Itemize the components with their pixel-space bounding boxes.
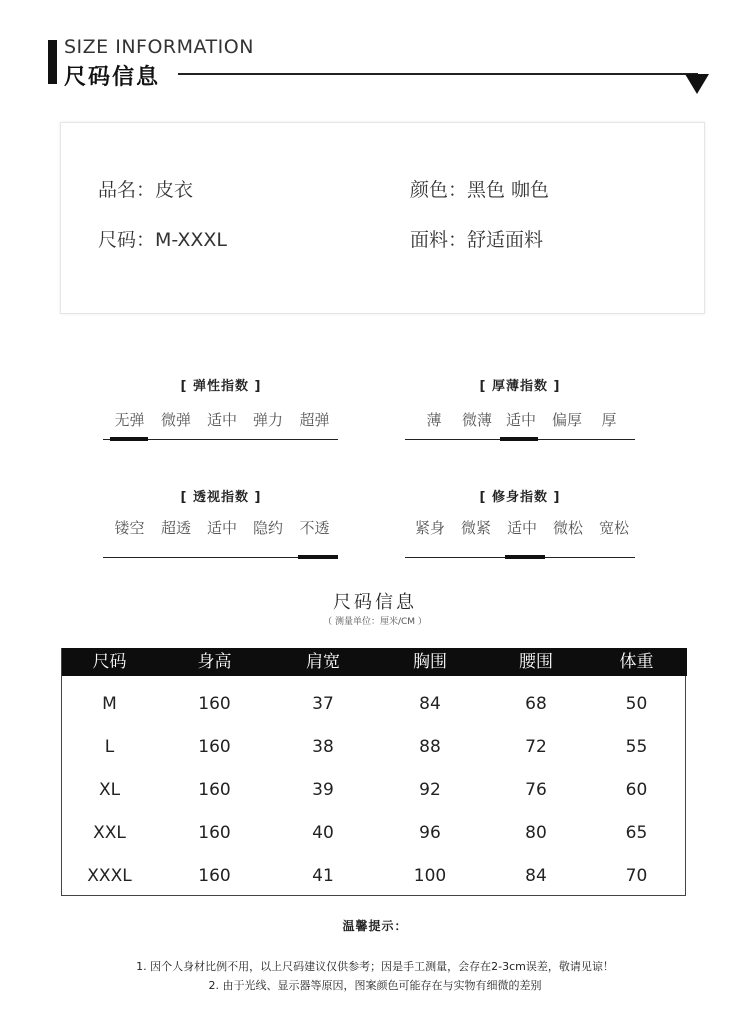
table-cell: 160 — [198, 866, 231, 886]
elasticity-option: 超弹 — [299, 411, 330, 429]
table-cell: 80 — [525, 823, 547, 843]
thickness-index-title: [ 厚薄指数 ] — [479, 379, 561, 394]
elasticity-option: 微弹 — [160, 411, 191, 429]
transparency-index-options — [106, 517, 338, 538]
table-cell: 160 — [198, 823, 231, 843]
triangle-down-icon — [685, 74, 709, 94]
table-cell: 50 — [625, 694, 648, 714]
transparency-option: 隐约 — [252, 519, 283, 537]
table-cell: 55 — [625, 737, 648, 757]
thickness-option: 偏厚 — [551, 411, 582, 429]
table-cell: 96 — [419, 823, 441, 843]
fit-selected-marker — [505, 555, 545, 559]
transparency-index-title: [ 透视指数 ] — [180, 490, 262, 505]
table-cell: 38 — [312, 737, 334, 757]
thickness-index-options — [413, 409, 627, 430]
table-cell: XXXL — [87, 866, 132, 886]
product-info-box — [60, 122, 705, 314]
header-divider — [178, 73, 698, 75]
product-size-value: M-XXXL — [155, 229, 227, 251]
table-cell: 84 — [525, 866, 547, 886]
thickness-option: 适中 — [505, 411, 536, 429]
table-cell: 100 — [413, 866, 447, 886]
product-name-label: 品名： — [98, 179, 156, 201]
size-table-header — [62, 648, 687, 676]
transparency-option: 镂空 — [114, 519, 145, 537]
elasticity-option: 无弹 — [114, 411, 145, 429]
table-row — [62, 866, 687, 886]
fit-option: 宽松 — [598, 519, 629, 537]
fit-option: 微松 — [552, 519, 583, 537]
elasticity-index-options — [106, 409, 338, 430]
product-color — [410, 175, 549, 202]
transparency-selected-marker — [298, 555, 338, 559]
elasticity-index-title: [ 弹性指数 ] — [180, 379, 262, 394]
product-fabric — [410, 225, 543, 252]
product-fabric-value: 舒适面料 — [467, 229, 544, 251]
table-row — [62, 737, 687, 757]
header-accent-bar — [48, 40, 57, 84]
header-cell: 体重 — [619, 652, 654, 672]
product-size — [98, 225, 227, 252]
table-cell: 88 — [419, 737, 441, 757]
size-table — [61, 648, 686, 896]
tips-title: 温馨提示： — [342, 919, 408, 933]
table-cell: 160 — [198, 737, 231, 757]
elasticity-option: 弹力 — [252, 411, 283, 429]
table-row — [62, 823, 687, 843]
thickness-option: 厚 — [601, 411, 617, 429]
fit-option: 紧身 — [414, 519, 445, 537]
fit-option: 微紧 — [460, 519, 491, 537]
product-name — [98, 175, 193, 202]
table-cell: 37 — [312, 694, 334, 714]
table-cell: 40 — [312, 823, 334, 843]
product-fabric-label: 面料： — [410, 229, 468, 251]
table-cell: 72 — [525, 737, 547, 757]
fit-index-options — [407, 517, 637, 538]
table-cell: 76 — [525, 780, 547, 800]
fit-option: 适中 — [506, 519, 537, 537]
product-color-label: 颜色： — [410, 179, 468, 201]
table-cell: 60 — [625, 780, 648, 800]
transparency-option: 不透 — [299, 519, 330, 537]
table-cell: 160 — [198, 780, 231, 800]
table-cell: 70 — [625, 866, 648, 886]
header-cell: 尺码 — [92, 652, 127, 672]
header-cell: 胸围 — [413, 652, 447, 672]
transparency-option: 适中 — [206, 519, 237, 537]
tip-line-1: 1. 因个人身材比例不用，以上尺码建议仅供参考；因是手工测量，会存在2-3cm误差，敬请见谅！ — [136, 960, 614, 973]
tip-line-2: 2. 由于光线、显示器等原因，图案颜色可能存在与实物有细微的差别 — [208, 979, 542, 992]
header-title-cn: 尺码信息 — [64, 65, 161, 90]
header-cell: 肩宽 — [306, 652, 340, 672]
table-cell: XL — [98, 780, 121, 800]
table-cell: 68 — [525, 694, 547, 714]
transparency-option: 超透 — [160, 519, 191, 537]
header-cell: 腰围 — [519, 652, 553, 672]
thickness-option: 薄 — [426, 411, 442, 429]
fit-index-title: [ 修身指数 ] — [479, 490, 561, 505]
header-cell: 身高 — [197, 652, 232, 672]
elasticity-selected-marker — [110, 437, 148, 441]
table-cell: 92 — [419, 780, 441, 800]
table-cell: 84 — [419, 694, 441, 714]
size-table-title: 尺码信息 — [333, 592, 417, 613]
thickness-selected-marker — [500, 437, 538, 441]
table-cell: M — [102, 694, 117, 714]
table-cell: 65 — [625, 823, 648, 843]
table-cell: 41 — [312, 866, 334, 886]
table-cell: L — [104, 737, 115, 757]
table-cell: 160 — [198, 694, 231, 714]
thickness-option: 微薄 — [461, 411, 492, 429]
product-name-value: 皮衣 — [155, 179, 194, 201]
product-size-label: 尺码： — [98, 229, 156, 251]
table-row — [62, 694, 687, 714]
table-cell: XXL — [93, 823, 126, 843]
header-title-en: SIZE INFORMATION — [64, 36, 254, 58]
table-row — [62, 780, 687, 800]
elasticity-option: 适中 — [206, 411, 237, 429]
size-table-unit: （ 测量单位：厘米/CM ） — [323, 617, 427, 627]
table-cell: 39 — [312, 780, 334, 800]
product-color-value: 黑色 咖色 — [467, 179, 550, 201]
